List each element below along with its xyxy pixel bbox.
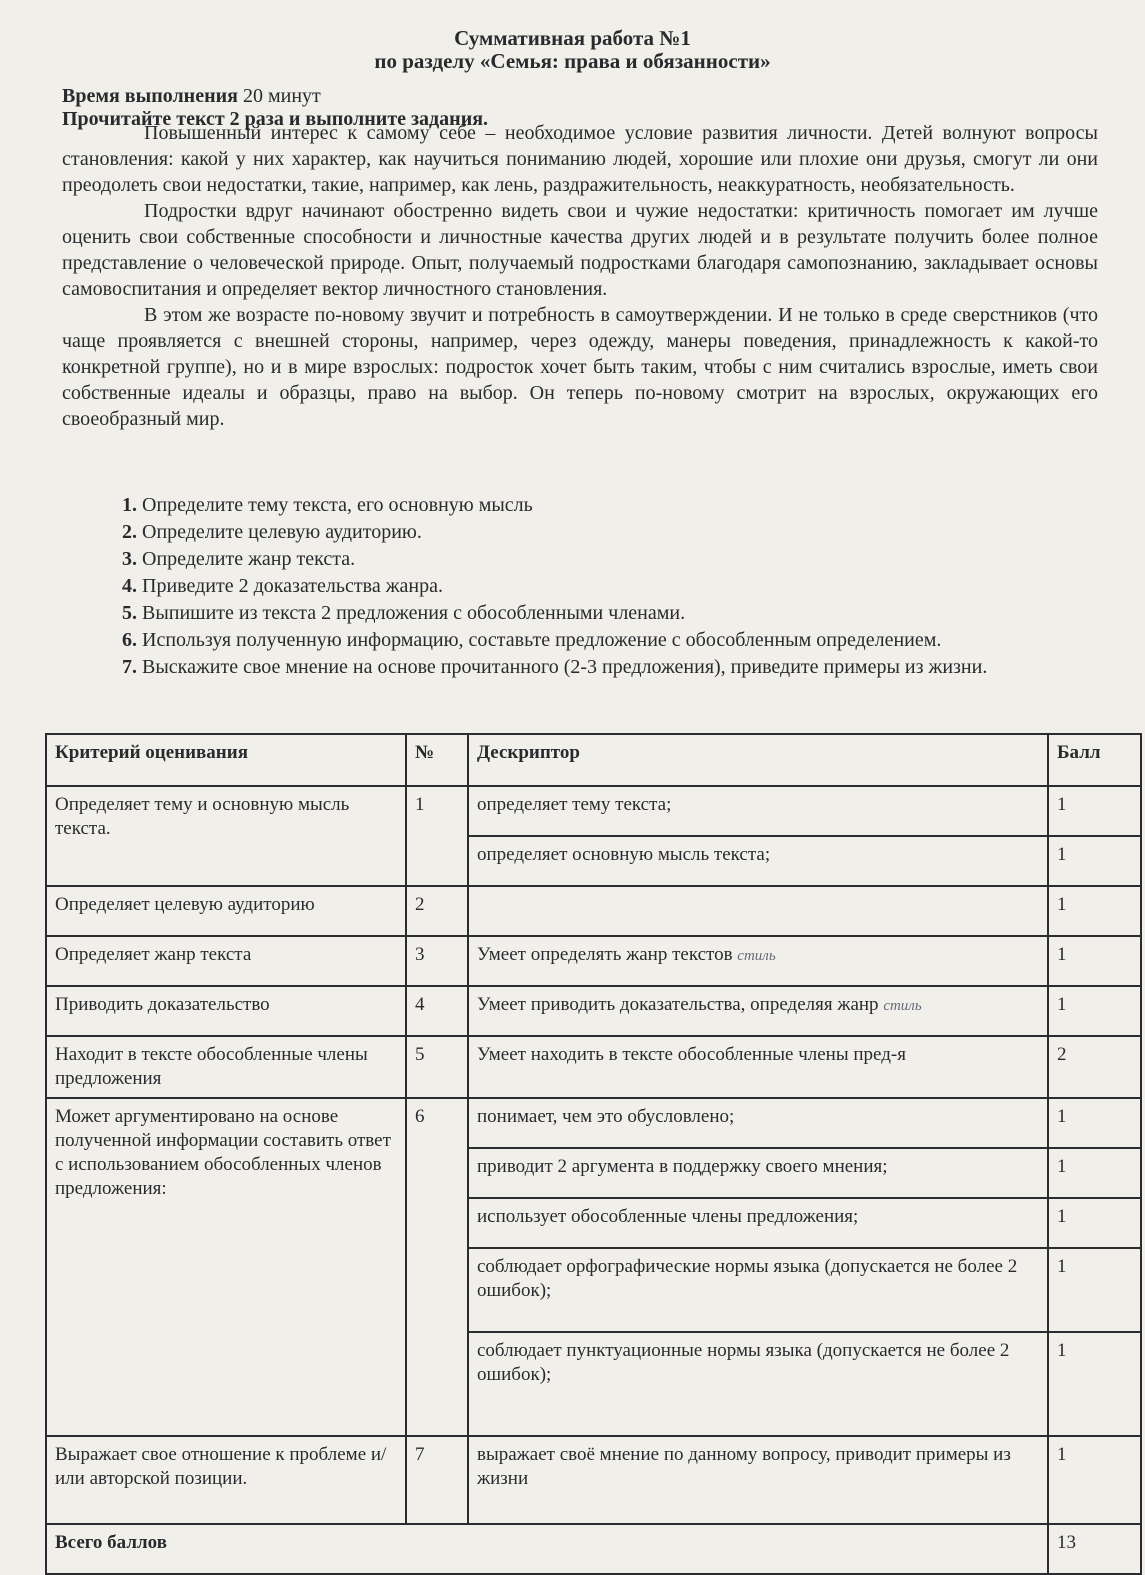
criterion-name: Определяет жанр текста <box>46 936 406 986</box>
descriptor: Умеет находить в тексте обособленные члены пред-я <box>468 1036 1048 1098</box>
header-number: № <box>406 734 468 786</box>
handwritten-note: стиль <box>737 948 776 964</box>
criterion-name: Может аргументировано на основе полученной информации составить ответ с использованием обособленных членов предложения: <box>46 1098 406 1436</box>
header-score: Балл <box>1048 734 1141 786</box>
criterion-number: 3 <box>406 936 468 986</box>
total-label: Всего баллов <box>46 1524 1048 1574</box>
task-text: Определите целевую аудиторию. <box>142 521 422 543</box>
score: 2 <box>1048 1036 1141 1098</box>
score: 1 <box>1048 786 1141 836</box>
passage-paragraph: Подростки вдруг начинают обостренно видеть свои и чужие недостатки: критичность помогает им лучше оценить свои собственные способности и личностные качества других людей и в результате получить более полное представление о человеческой природе. Опыт, получаемый подростками благодаря самопознанию, закладывает основы самовоспитания и определяет вектор личностного становления. <box>62 200 1098 300</box>
criterion-number: 2 <box>406 886 468 936</box>
task-list <box>62 492 1102 681</box>
criterion-name: Определяет целевую аудиторию <box>46 886 406 936</box>
worksheet-subtitle: по разделу «Семья: права и обязанности» <box>374 49 771 73</box>
score: 1 <box>1048 1148 1141 1198</box>
criterion-number: 6 <box>406 1098 468 1436</box>
task-text: Используя полученную информацию, составьте предложение с обособленным определением. <box>142 629 942 651</box>
criterion-name: Находит в тексте обособленные члены предложения <box>46 1036 406 1098</box>
handwritten-note: стиль <box>883 998 922 1014</box>
task-number: 4. <box>122 575 137 597</box>
passage-paragraph: Повышенный интерес к самому себе – необходимое условие развития личности. Детей волнуют вопросы становления: какой у них характер, как научиться пониманию людей, хорошие или плохие они друзья, смогут ли они преодолеть свои недостатки, такие, например, как лень, раздражительность, неаккуратность, необязательность. <box>62 122 1098 196</box>
descriptor-text: Умеет приводить доказательства, определяя жанр <box>477 994 879 1015</box>
passage-paragraph: В этом же возрасте по-новому звучит и потребность в самоутверждении. И не только в среде сверстников (что чаще проявляется с внешней стороны, например, через одежду, манеры поведения, принадлежность к какой-то конкретной группе), но и в мире взрослых: подросток хочет быть таким, чтобы с ним считались взрослые, иметь свои собственные идеалы и образцы, право на выбор. Он теперь по-новому смотрит на взрослых, окружающих его своеобразный мир. <box>62 304 1098 430</box>
time-line <box>62 85 321 108</box>
descriptor: понимает, чем это обусловлено; <box>468 1098 1048 1148</box>
task-item <box>62 654 1102 681</box>
score: 1 <box>1048 1436 1141 1524</box>
table-row <box>46 1036 1141 1098</box>
score: 1 <box>1048 1198 1141 1248</box>
task-item <box>62 573 1102 600</box>
worksheet-title: Суммативная работа №1 <box>454 26 691 50</box>
task-text: Определите тему текста, его основную мысль <box>142 494 533 516</box>
score: 1 <box>1048 1332 1141 1436</box>
descriptor: определяет тему текста; <box>468 786 1048 836</box>
task-text: Приведите 2 доказательства жанра. <box>142 575 443 597</box>
header-criterion: Критерий оценивания <box>46 734 406 786</box>
criterion-number: 7 <box>406 1436 468 1524</box>
task-number: 6. <box>122 629 137 651</box>
descriptor: соблюдает пунктуационные нормы языка (допускается не более 2 ошибок); <box>468 1332 1048 1436</box>
task-text: Выскажите свое мнение на основе прочитанного (2-3 предложения), приведите примеры из жизни. <box>142 656 988 678</box>
task-item <box>62 492 1102 519</box>
table-header-row <box>46 734 1141 786</box>
task-number: 1. <box>122 494 137 516</box>
table-row <box>46 886 1141 936</box>
criterion-name: Определяет тему и основную мысль текста. <box>46 786 406 886</box>
descriptor <box>468 936 1048 986</box>
score: 1 <box>1048 986 1141 1036</box>
task-number: 5. <box>122 602 137 624</box>
task-item <box>62 600 1102 627</box>
time-label: Время выполнения <box>62 85 238 107</box>
total-score: 13 <box>1048 1524 1141 1574</box>
score: 1 <box>1048 1248 1141 1332</box>
criterion-name: Выражает свое отношение к проблеме и/или авторской позиции. <box>46 1436 406 1524</box>
total-row <box>46 1524 1141 1574</box>
reading-passage <box>62 120 1098 432</box>
task-text: Определите жанр текста. <box>142 548 356 570</box>
score: 1 <box>1048 886 1141 936</box>
criterion-name: Приводить доказательство <box>46 986 406 1036</box>
descriptor <box>468 986 1048 1036</box>
descriptor <box>468 886 1048 936</box>
criterion-number: 1 <box>406 786 468 886</box>
assessment-rubric-table <box>45 733 1142 1575</box>
time-value: 20 минут <box>242 85 321 107</box>
table-row <box>46 986 1141 1036</box>
score: 1 <box>1048 1098 1141 1148</box>
task-item <box>62 546 1102 573</box>
table-row <box>46 936 1141 986</box>
descriptor: выражает своё мнение по данному вопросу, приводит примеры из жизни <box>468 1436 1048 1524</box>
header-descriptor: Дескриптор <box>468 734 1048 786</box>
task-number: 3. <box>122 548 137 570</box>
descriptor-text: Умеет определять жанр текстов <box>477 944 733 965</box>
task-number: 7. <box>122 656 137 678</box>
descriptor: приводит 2 аргумента в поддержку своего мнения; <box>468 1148 1048 1198</box>
table-row <box>46 786 1141 836</box>
task-item <box>62 627 1102 654</box>
table-row <box>46 1098 1141 1148</box>
descriptor: определяет основную мысль текста; <box>468 836 1048 886</box>
instruction: Прочитайте текст 2 раза и выполните задания. <box>62 108 489 130</box>
table-row <box>46 1436 1141 1524</box>
score: 1 <box>1048 936 1141 986</box>
criterion-number: 5 <box>406 1036 468 1098</box>
descriptor: использует обособленные члены предложения; <box>468 1198 1048 1248</box>
descriptor: соблюдает орфографические нормы языка (допускается не более 2 ошибок); <box>468 1248 1048 1332</box>
task-number: 2. <box>122 521 137 543</box>
score: 1 <box>1048 836 1141 886</box>
criterion-number: 4 <box>406 986 468 1036</box>
task-text: Выпишите из текста 2 предложения с обособленными членами. <box>142 602 686 624</box>
task-item <box>62 519 1102 546</box>
